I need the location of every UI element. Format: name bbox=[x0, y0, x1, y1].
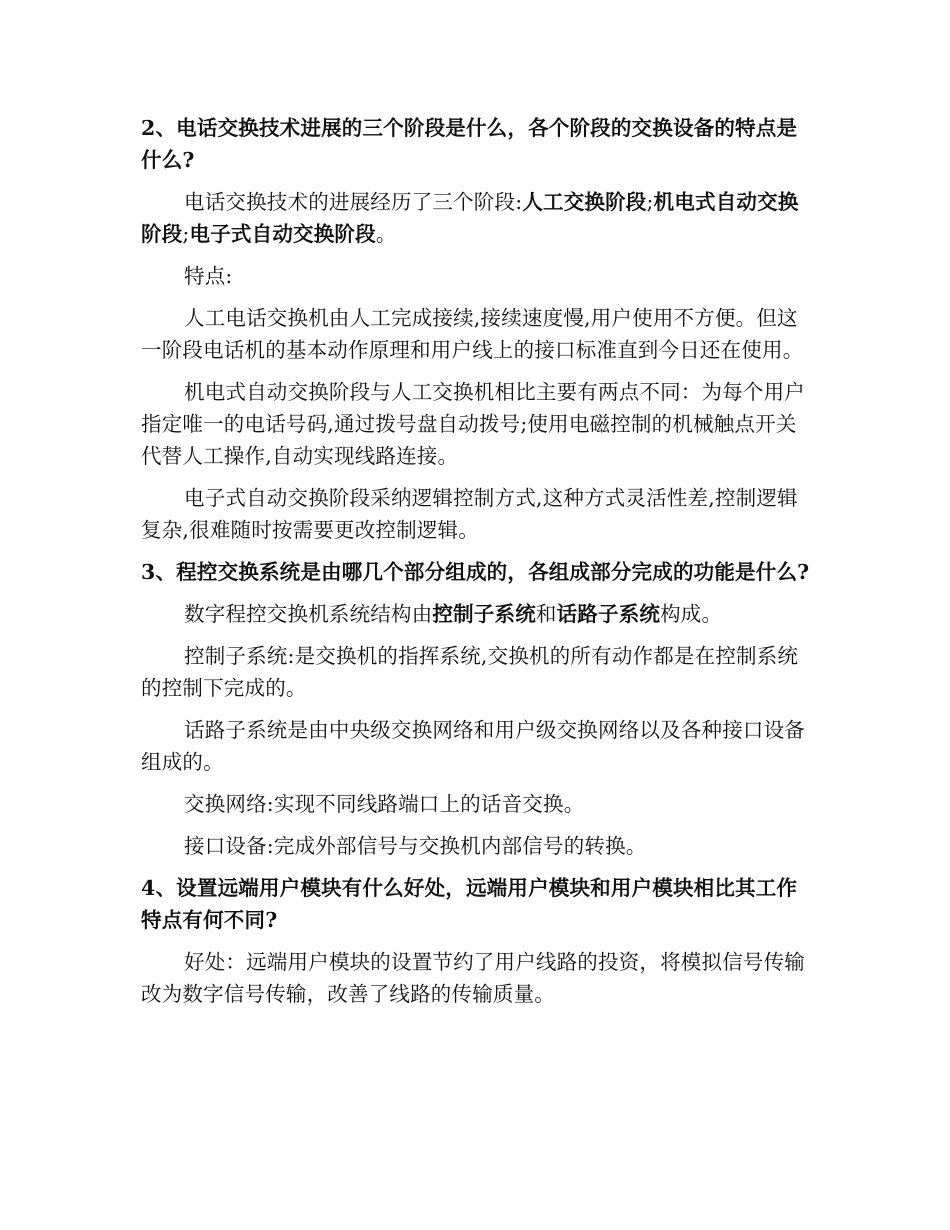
q3-intro-suffix: 构成。 bbox=[660, 602, 723, 626]
stage-manual: 人工交换阶段 bbox=[522, 190, 647, 214]
features-label: 特点: bbox=[184, 264, 233, 288]
question-2-heading: 2、电话交换技术进展的三个阶段是什么，各个阶段的交换设备的特点是什么? bbox=[141, 116, 798, 172]
separator-2: ; bbox=[182, 222, 190, 246]
electromechanical-stage-paragraph: 机电式自动交换阶段与人工交换机相比主要有两点不同：为每个用户指定唯一的电话号码,通过拨号盘自动拨号;使用电磁控制的机械触点开关代替人工操作,自动实现线路连接。 bbox=[141, 380, 805, 468]
q2-intro-suffix: 。 bbox=[375, 222, 397, 246]
stage-electromechanical: 机电式自动交换阶段 bbox=[141, 190, 799, 246]
q3-intro-prefix: 数字程控交换机系统结构由 bbox=[184, 602, 433, 626]
interface-equipment-paragraph: 接口设备:完成外部信号与交换机内部信号的转换。 bbox=[184, 834, 647, 858]
q2-intro-paragraph bbox=[141, 186, 811, 250]
control-subsystem-term: 控制子系统 bbox=[432, 602, 536, 626]
q2-intro-prefix: 电话交换技术的进展经历了三个阶段: bbox=[184, 190, 523, 214]
speech-subsystem-term: 话路子系统 bbox=[556, 602, 661, 626]
benefit-paragraph: 好处：远端用户模块的设置节约了用户线路的投资，将模拟信号传输改为数字信号传输，改善了线路的传输质量。 bbox=[141, 950, 805, 1006]
electronic-stage-paragraph: 电子式自动交换阶段采纳逻辑控制方式,这种方式灵活性差,控制逻辑复杂,很难随时按需要更改控制逻辑。 bbox=[141, 486, 798, 542]
stage-electronic: 电子式自动交换阶段 bbox=[189, 222, 376, 246]
q3-connector: 和 bbox=[535, 602, 557, 626]
document-page bbox=[141, 112, 811, 1020]
control-subsystem-paragraph: 控制子系统:是交换机的指挥系统,交换机的所有动作都是在控制系统的控制下完成的。 bbox=[141, 644, 799, 700]
switching-network-paragraph: 交换网络:实现不同线路端口上的话音交换。 bbox=[184, 792, 585, 816]
speech-subsystem-paragraph: 话路子系统是由中央级交换网络和用户级交换网络以及各种接口设备组成的。 bbox=[141, 718, 805, 774]
question-4-heading: 4、设置远端用户模块有什么好处，远端用户模块和用户模块相比其工作特点有何不同? bbox=[141, 876, 798, 932]
q3-intro-paragraph bbox=[141, 598, 811, 630]
question-3-heading: 3、程控交换系统是由哪几个部分组成的，各组成部分完成的功能是什么? bbox=[141, 560, 810, 584]
manual-stage-paragraph: 人工电话交换机由人工完成接续,接续速度慢,用户使用不方便。但这一阶段电话机的基本动作原理和用户线上的接口标准直到今日还在使用。 bbox=[141, 306, 804, 362]
separator-1: ; bbox=[646, 190, 654, 214]
